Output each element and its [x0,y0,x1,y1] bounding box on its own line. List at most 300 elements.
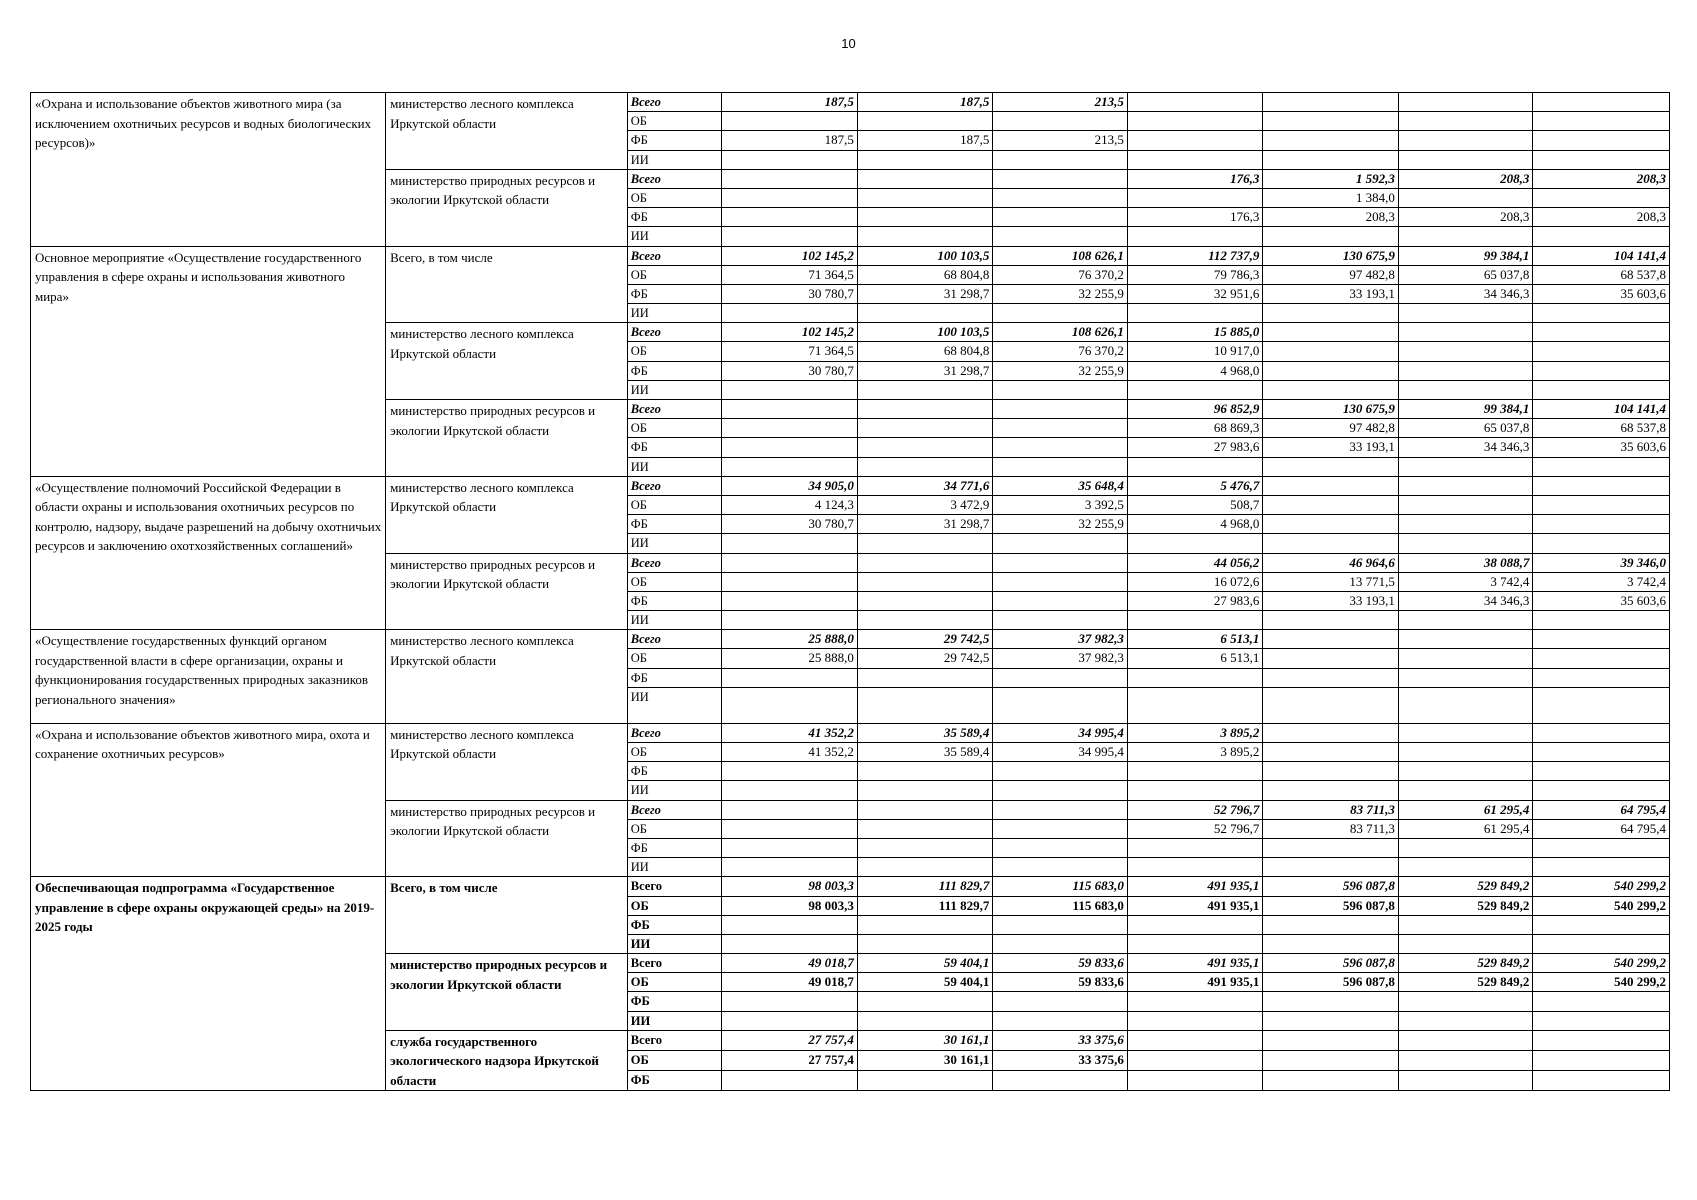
amount-cell [1263,361,1399,380]
funding-source: ОБ [627,342,722,361]
amount-cell: 98 003,3 [722,896,858,915]
amount-cell [993,380,1127,399]
amount-cell [1263,723,1399,742]
executor-name: Всего, в том числе [386,246,628,323]
amount-cell: 100 103,5 [857,246,993,265]
funding-source: ОБ [627,743,722,762]
amount-cell [993,438,1127,457]
amount-cell [722,457,858,476]
funding-source: Всего [627,93,722,112]
amount-cell [857,838,993,857]
amount-cell [1263,380,1399,399]
executor-name: министерство лесного комплекса Иркутской области [386,323,628,400]
amount-cell [993,1011,1127,1030]
funding-source: ФБ [627,762,722,781]
amount-cell: 34 995,4 [993,743,1127,762]
amount-cell [1533,743,1670,762]
amount-cell [1398,188,1532,207]
amount-cell: 32 255,9 [993,361,1127,380]
amount-cell: 130 675,9 [1263,400,1399,419]
amount-cell [722,800,858,819]
amount-cell: 68 804,8 [857,342,993,361]
amount-cell [857,819,993,838]
amount-cell: 34 995,4 [993,723,1127,742]
amount-cell [1533,762,1670,781]
amount-cell [857,112,993,131]
funding-source: ОБ [627,495,722,514]
funding-source: ФБ [627,515,722,534]
amount-cell [1263,762,1399,781]
amount-cell [1398,131,1532,150]
amount-cell: 99 384,1 [1398,400,1532,419]
amount-cell [1263,150,1399,169]
amount-cell [1533,495,1670,514]
amount-cell [1398,304,1532,323]
amount-cell [1263,992,1399,1011]
amount-cell [1263,781,1399,800]
amount-cell [722,112,858,131]
amount-cell: 100 103,5 [857,323,993,342]
amount-cell [1127,858,1263,877]
amount-cell [1533,858,1670,877]
funding-source: ОБ [627,265,722,284]
amount-cell: 61 295,4 [1398,800,1532,819]
amount-cell [993,858,1127,877]
amount-cell: 33 193,1 [1263,438,1399,457]
activity-name: «Охрана и использование объектов животного мира, охота и сохранение охотничьих ресурсов» [31,723,386,877]
amount-cell: 59 833,6 [993,973,1127,992]
amount-cell [722,227,858,246]
amount-cell: 30 161,1 [857,1030,993,1050]
amount-cell: 49 018,7 [722,973,858,992]
funding-source: ОБ [627,188,722,207]
amount-cell: 491 935,1 [1127,896,1263,915]
amount-cell: 208,3 [1398,169,1532,188]
amount-cell [1533,1030,1670,1050]
executor-name: министерство лесного комплекса Иркутской области [386,723,628,800]
amount-cell [722,534,858,553]
amount-cell [857,762,993,781]
amount-cell: 68 537,8 [1533,265,1670,284]
amount-cell [1398,1050,1532,1070]
amount-cell [1398,630,1532,649]
amount-cell [1127,380,1263,399]
amount-cell: 596 087,8 [1263,954,1399,973]
executor-name: министерство природных ресурсов и экологии Иркутской области [386,954,628,1031]
amount-cell: 540 299,2 [1533,877,1670,896]
funding-source: ИИ [627,304,722,323]
amount-cell: 34 771,6 [857,476,993,495]
executor-name: министерство природных ресурсов и экологии Иркутской области [386,169,628,246]
amount-cell: 98 003,3 [722,877,858,896]
amount-cell [993,400,1127,419]
amount-cell: 540 299,2 [1533,954,1670,973]
funding-source: ИИ [627,858,722,877]
amount-cell [722,400,858,419]
amount-cell [857,304,993,323]
amount-cell [1533,93,1670,112]
amount-cell [1398,342,1532,361]
amount-cell [993,781,1127,800]
amount-cell [1127,668,1263,687]
amount-cell [993,572,1127,591]
funding-source: ИИ [627,934,722,953]
amount-cell [1398,838,1532,857]
amount-cell [1263,915,1399,934]
amount-cell [857,934,993,953]
amount-cell [993,668,1127,687]
amount-cell: 16 072,6 [1127,572,1263,591]
amount-cell [857,457,993,476]
amount-cell: 64 795,4 [1533,819,1670,838]
amount-cell: 213,5 [993,93,1127,112]
amount-cell: 596 087,8 [1263,973,1399,992]
amount-cell [1263,934,1399,953]
amount-cell [993,188,1127,207]
amount-cell [1533,992,1670,1011]
amount-cell: 3 895,2 [1127,743,1263,762]
amount-cell: 27 757,4 [722,1050,858,1070]
funding-source: Всего [627,400,722,419]
amount-cell: 38 088,7 [1398,553,1532,572]
funding-source: Всего [627,246,722,265]
amount-cell [1533,476,1670,495]
amount-cell: 108 626,1 [993,246,1127,265]
funding-source: ОБ [627,1050,722,1070]
amount-cell: 176,3 [1127,208,1263,227]
amount-cell: 59 404,1 [857,954,993,973]
amount-cell [1127,1011,1263,1030]
amount-cell: 596 087,8 [1263,877,1399,896]
amount-cell: 33 193,1 [1263,591,1399,610]
funding-source: ИИ [627,687,722,723]
amount-cell [1263,227,1399,246]
amount-cell: 112 737,9 [1127,246,1263,265]
amount-cell [1533,380,1670,399]
amount-cell [1127,611,1263,630]
funding-source: Всего [627,877,722,896]
amount-cell [857,591,993,610]
executor-name: служба государственного экологического надзора Иркутской области [386,1030,628,1091]
table-row [31,93,1670,112]
amount-cell: 31 298,7 [857,284,993,303]
amount-cell [1398,457,1532,476]
amount-cell [857,438,993,457]
amount-cell: 130 675,9 [1263,246,1399,265]
amount-cell: 59 833,6 [993,954,1127,973]
amount-cell: 187,5 [722,93,858,112]
funding-source: ФБ [627,838,722,857]
amount-cell [1533,781,1670,800]
amount-cell: 213,5 [993,131,1127,150]
amount-cell [857,380,993,399]
amount-cell [1533,723,1670,742]
amount-cell [1263,131,1399,150]
amount-cell [1398,1011,1532,1030]
amount-cell [1127,188,1263,207]
amount-cell [993,304,1127,323]
amount-cell: 76 370,2 [993,342,1127,361]
amount-cell [857,611,993,630]
amount-cell [1533,131,1670,150]
amount-cell [1127,915,1263,934]
amount-cell [1263,1071,1399,1091]
amount-cell: 1 592,3 [1263,169,1399,188]
amount-cell [1398,227,1532,246]
amount-cell [857,781,993,800]
amount-cell [1127,934,1263,953]
amount-cell: 15 885,0 [1127,323,1263,342]
amount-cell [857,858,993,877]
amount-cell [1127,1050,1263,1070]
amount-cell: 27 983,6 [1127,438,1263,457]
amount-cell: 30 780,7 [722,515,858,534]
amount-cell: 30 780,7 [722,284,858,303]
amount-cell [1398,723,1532,742]
funding-source: ФБ [627,992,722,1011]
amount-cell: 65 037,8 [1398,419,1532,438]
amount-cell [993,915,1127,934]
funding-source: ИИ [627,534,722,553]
amount-cell [722,838,858,857]
amount-cell [993,934,1127,953]
amount-cell: 187,5 [857,131,993,150]
amount-cell [857,800,993,819]
amount-cell [993,687,1127,723]
amount-cell: 27 983,6 [1127,591,1263,610]
amount-cell: 187,5 [857,93,993,112]
amount-cell [1533,838,1670,857]
amount-cell: 4 124,3 [722,495,858,514]
amount-cell [1127,534,1263,553]
amount-cell [722,438,858,457]
amount-cell [1398,781,1532,800]
amount-cell [1398,1071,1532,1091]
amount-cell [722,915,858,934]
amount-cell: 59 404,1 [857,973,993,992]
amount-cell: 32 951,6 [1127,284,1263,303]
amount-cell [1398,361,1532,380]
funding-source: ИИ [627,611,722,630]
funding-source: Всего [627,630,722,649]
activity-name: Обеспечивающая подпрограмма «Государственное управление в сфере охраны окружающей среды» на 2019-2025 годы [31,877,386,1091]
amount-cell [993,457,1127,476]
activity-name: «Осуществление государственных функций органом государственной власти в сфере организации, охраны и функционирования государственных природных заказников регионального значения» [31,630,386,724]
amount-cell [1263,342,1399,361]
amount-cell [1263,838,1399,857]
amount-cell [1533,915,1670,934]
amount-cell: 46 964,6 [1263,553,1399,572]
amount-cell [1533,323,1670,342]
amount-cell [857,169,993,188]
funding-source: ФБ [627,284,722,303]
amount-cell: 37 982,3 [993,649,1127,668]
amount-cell: 115 683,0 [993,877,1127,896]
amount-cell [1398,1030,1532,1050]
activity-name: «Охрана и использование объектов животного мира (за исключением охотничьих ресурсов и водных биологических ресурсов)» [31,93,386,247]
amount-cell: 529 849,2 [1398,877,1532,896]
funding-source: ИИ [627,457,722,476]
amount-cell: 64 795,4 [1533,800,1670,819]
amount-cell: 104 141,4 [1533,400,1670,419]
amount-cell [857,668,993,687]
amount-cell: 491 935,1 [1127,973,1263,992]
amount-cell [857,150,993,169]
funding-source: Всего [627,723,722,742]
amount-cell: 35 589,4 [857,723,993,742]
amount-cell [722,1011,858,1030]
amount-cell: 540 299,2 [1533,896,1670,915]
amount-cell: 99 384,1 [1398,246,1532,265]
amount-cell [1127,112,1263,131]
amount-cell: 29 742,5 [857,649,993,668]
amount-cell: 102 145,2 [722,323,858,342]
funding-source: Всего [627,954,722,973]
amount-cell: 508,7 [1127,495,1263,514]
amount-cell [857,534,993,553]
amount-cell [1263,515,1399,534]
amount-cell: 79 786,3 [1127,265,1263,284]
amount-cell [1533,361,1670,380]
funding-source: ОБ [627,419,722,438]
amount-cell [722,611,858,630]
amount-cell: 39 346,0 [1533,553,1670,572]
amount-cell: 30 780,7 [722,361,858,380]
amount-cell: 25 888,0 [722,649,858,668]
amount-cell [1398,668,1532,687]
amount-cell [1263,476,1399,495]
amount-cell [1263,93,1399,112]
amount-cell [1398,649,1532,668]
amount-cell [1533,1071,1670,1091]
amount-cell: 35 603,6 [1533,591,1670,610]
amount-cell [1263,1011,1399,1030]
amount-cell [722,553,858,572]
amount-cell: 34 905,0 [722,476,858,495]
amount-cell: 71 364,5 [722,342,858,361]
amount-cell [1263,1030,1399,1050]
amount-cell [1263,630,1399,649]
amount-cell [993,1071,1127,1091]
amount-cell: 68 869,3 [1127,419,1263,438]
amount-cell: 540 299,2 [1533,973,1670,992]
activity-name: «Осуществление полномочий Российской Федерации в области охраны и использования охотничьих ресурсов по контролю, надзору, выдаче разрешений на добычу охотничьих ресурсов и заключению охотхозяйственных соглашений» [31,476,386,630]
amount-cell [1398,915,1532,934]
executor-name: министерство природных ресурсов и экологии Иркутской области [386,800,628,877]
amount-cell [1398,323,1532,342]
amount-cell [1263,687,1399,723]
amount-cell [857,1011,993,1030]
amount-cell [722,150,858,169]
table-row [31,723,1670,742]
amount-cell: 3 895,2 [1127,723,1263,742]
amount-cell: 596 087,8 [1263,896,1399,915]
activity-name: Основное мероприятие «Осуществление государственного управления в сфере охраны и использования животного мира» [31,246,386,476]
amount-cell [1127,150,1263,169]
amount-cell [1398,380,1532,399]
page-number: 10 [841,36,856,51]
amount-cell [722,380,858,399]
amount-cell [1263,304,1399,323]
amount-cell [993,169,1127,188]
amount-cell [1533,227,1670,246]
amount-cell: 30 161,1 [857,1050,993,1070]
funding-source: ФБ [627,361,722,380]
amount-cell: 97 482,8 [1263,419,1399,438]
amount-cell [1127,1030,1263,1050]
amount-cell: 33 375,6 [993,1030,1127,1050]
amount-cell [1127,227,1263,246]
amount-cell: 96 852,9 [1127,400,1263,419]
amount-cell [1263,858,1399,877]
amount-cell: 208,3 [1533,169,1670,188]
funding-source: ФБ [627,1071,722,1091]
amount-cell: 32 255,9 [993,515,1127,534]
amount-cell: 4 968,0 [1127,515,1263,534]
amount-cell: 31 298,7 [857,515,993,534]
amount-cell [1127,93,1263,112]
amount-cell [993,611,1127,630]
amount-cell: 68 537,8 [1533,419,1670,438]
amount-cell: 34 346,3 [1398,591,1532,610]
amount-cell [993,150,1127,169]
amount-cell [1127,762,1263,781]
amount-cell: 49 018,7 [722,954,858,973]
funding-source: ОБ [627,973,722,992]
funding-source: ОБ [627,819,722,838]
amount-cell [722,572,858,591]
amount-cell [1263,649,1399,668]
amount-cell [722,188,858,207]
table-row [31,476,1670,495]
amount-cell: 208,3 [1398,208,1532,227]
amount-cell: 71 364,5 [722,265,858,284]
amount-cell: 208,3 [1263,208,1399,227]
amount-cell [1127,1071,1263,1091]
amount-cell: 1 384,0 [1263,188,1399,207]
amount-cell [857,992,993,1011]
funding-source: Всего [627,800,722,819]
amount-cell [722,668,858,687]
amount-cell: 491 935,1 [1127,954,1263,973]
funding-source: ФБ [627,668,722,687]
amount-cell: 102 145,2 [722,246,858,265]
amount-cell [1533,668,1670,687]
executor-name: министерство лесного комплекса Иркутской области [386,93,628,170]
funding-source: ФБ [627,131,722,150]
amount-cell [1533,342,1670,361]
amount-cell: 3 392,5 [993,495,1127,514]
amount-cell [993,419,1127,438]
funding-source: ОБ [627,896,722,915]
amount-cell [1398,515,1532,534]
amount-cell [993,553,1127,572]
amount-cell [857,915,993,934]
funding-source: ОБ [627,112,722,131]
amount-cell: 3 472,9 [857,495,993,514]
amount-cell [993,992,1127,1011]
budget-table-body [31,93,1670,1091]
amount-cell: 41 352,2 [722,723,858,742]
amount-cell: 83 711,3 [1263,819,1399,838]
amount-cell: 5 476,7 [1127,476,1263,495]
amount-cell: 52 796,7 [1127,800,1263,819]
amount-cell [722,419,858,438]
amount-cell: 35 589,4 [857,743,993,762]
table-row [31,630,1670,649]
amount-cell [1263,743,1399,762]
amount-cell [857,1071,993,1091]
